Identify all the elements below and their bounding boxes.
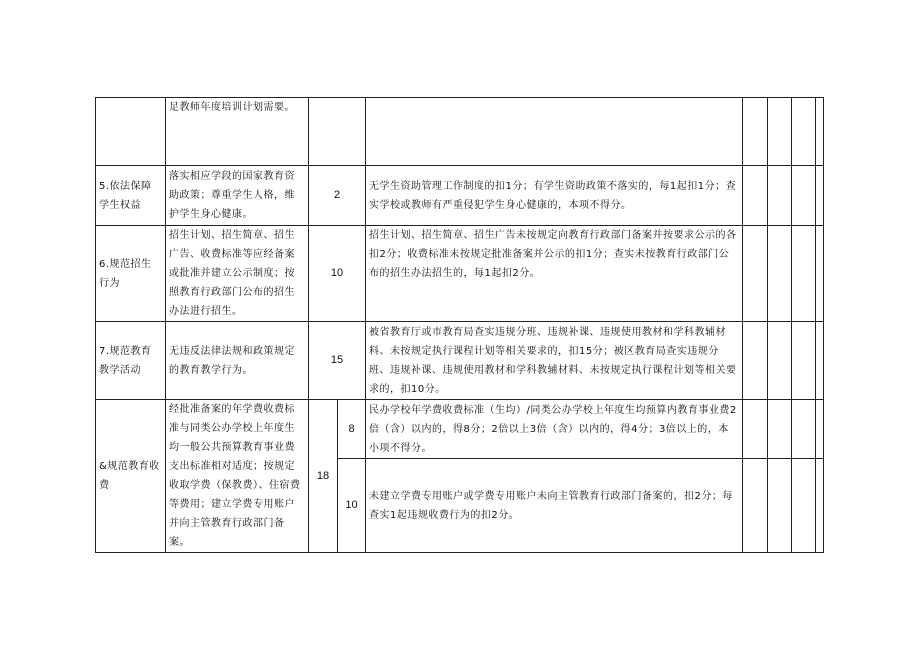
criteria-cell: 招生计划、招生简章、招生广告未按规定向教育行政部门备案并按要求公示的各扣2分；收费标准未按规定批准备案并公示的扣1分；查实未按教育行政部门公布的招生办法招生的，每1起扣2分。 — [366, 226, 743, 322]
criteria-cell: 未建立学费专用账户或学费专用账户未向主管教育行政部门备案的，扣2分；每查实1起违规收费行为的扣2分。 — [366, 459, 743, 553]
blank-cell — [792, 322, 816, 400]
blank-cell — [816, 400, 824, 459]
blank-cell — [792, 400, 816, 459]
item-cell: 7.规范教育教学活动 — [96, 322, 166, 400]
blank-cell — [816, 459, 824, 553]
requirement-cell: 无违反法律法规和政策规定的教育教学行为。 — [166, 322, 309, 400]
blank-cell — [816, 322, 824, 400]
criteria-cell: 无学生资助管理工作制度的扣1分；有学生资助政策不落实的，每1起扣1分；查实学校或教师有严重侵犯学生身心健康的，本项不得分。 — [366, 166, 743, 226]
table-row — [96, 166, 824, 226]
table-row — [96, 322, 824, 400]
blank-cell — [792, 98, 816, 166]
score-cell: 2 — [309, 166, 366, 226]
score-cell: 18 — [309, 400, 338, 553]
blank-cell — [768, 322, 792, 400]
table-row — [96, 400, 824, 459]
blank-cell — [743, 400, 768, 459]
blank-cell — [816, 166, 824, 226]
item-cell: &规范教育收费 — [96, 400, 166, 553]
blank-cell — [768, 400, 792, 459]
item-cell: 6.规范招生行为 — [96, 226, 166, 322]
sub-score-cell: 10 — [338, 459, 366, 553]
blank-cell — [768, 459, 792, 553]
item-cell — [96, 98, 166, 166]
requirement-cell: 足教师年度培训计划需要。 — [166, 98, 309, 166]
requirement-cell: 经批准备案的年学费收费标准与同类公办学校上年度生均一般公共预算教育事业费支出标准相对适度；按规定收取学费（保教费）、住宿费等费用；建立学费专用账户并向主管教育行政部门备案。 — [166, 400, 309, 553]
sub-score-cell: 8 — [338, 400, 366, 459]
evaluation-table — [95, 97, 824, 553]
blank-cell — [816, 226, 824, 322]
blank-cell — [743, 166, 768, 226]
table-row — [96, 226, 824, 322]
blank-cell — [768, 226, 792, 322]
blank-cell — [743, 459, 768, 553]
item-cell: 5.依法保障学生权益 — [96, 166, 166, 226]
score-cell — [309, 98, 366, 166]
table-row — [96, 98, 824, 166]
blank-cell — [743, 226, 768, 322]
score-cell: 15 — [309, 322, 366, 400]
blank-cell — [792, 226, 816, 322]
score-cell: 10 — [309, 226, 366, 322]
criteria-cell: 被省教育厅或市教育局查实违规分班、违规补课、违规使用教材和学科教辅材料、未按规定执行课程计划等相关要求的，扣15分；被区教育局查实违规分班、违规补课、违规使用教材和学科教辅材料、未按规定执行课程计划等相关要求的，扣10分。 — [366, 322, 743, 400]
blank-cell — [816, 98, 824, 166]
requirement-cell: 招生计划、招生简章、招生广告、收费标准等应经备案或批准并建立公示制度；按照教育行政部门公布的招生办法进行招生。 — [166, 226, 309, 322]
requirement-cell: 落实相应学段的国家教育资助政策；尊重学生人格，维护学生身心健康。 — [166, 166, 309, 226]
blank-cell — [743, 322, 768, 400]
blank-cell — [792, 459, 816, 553]
blank-cell — [743, 98, 768, 166]
criteria-cell — [366, 98, 743, 166]
blank-cell — [768, 98, 792, 166]
blank-cell — [792, 166, 816, 226]
criteria-cell: 民办学校年学费收费标准（生均）/同类公办学校上年度生均预算内教育事业费2倍（含）以内的，得8分；2倍以上3倍（含）以内的，得4分；3倍以上的，本小项不得分。 — [366, 400, 743, 459]
blank-cell — [768, 166, 792, 226]
